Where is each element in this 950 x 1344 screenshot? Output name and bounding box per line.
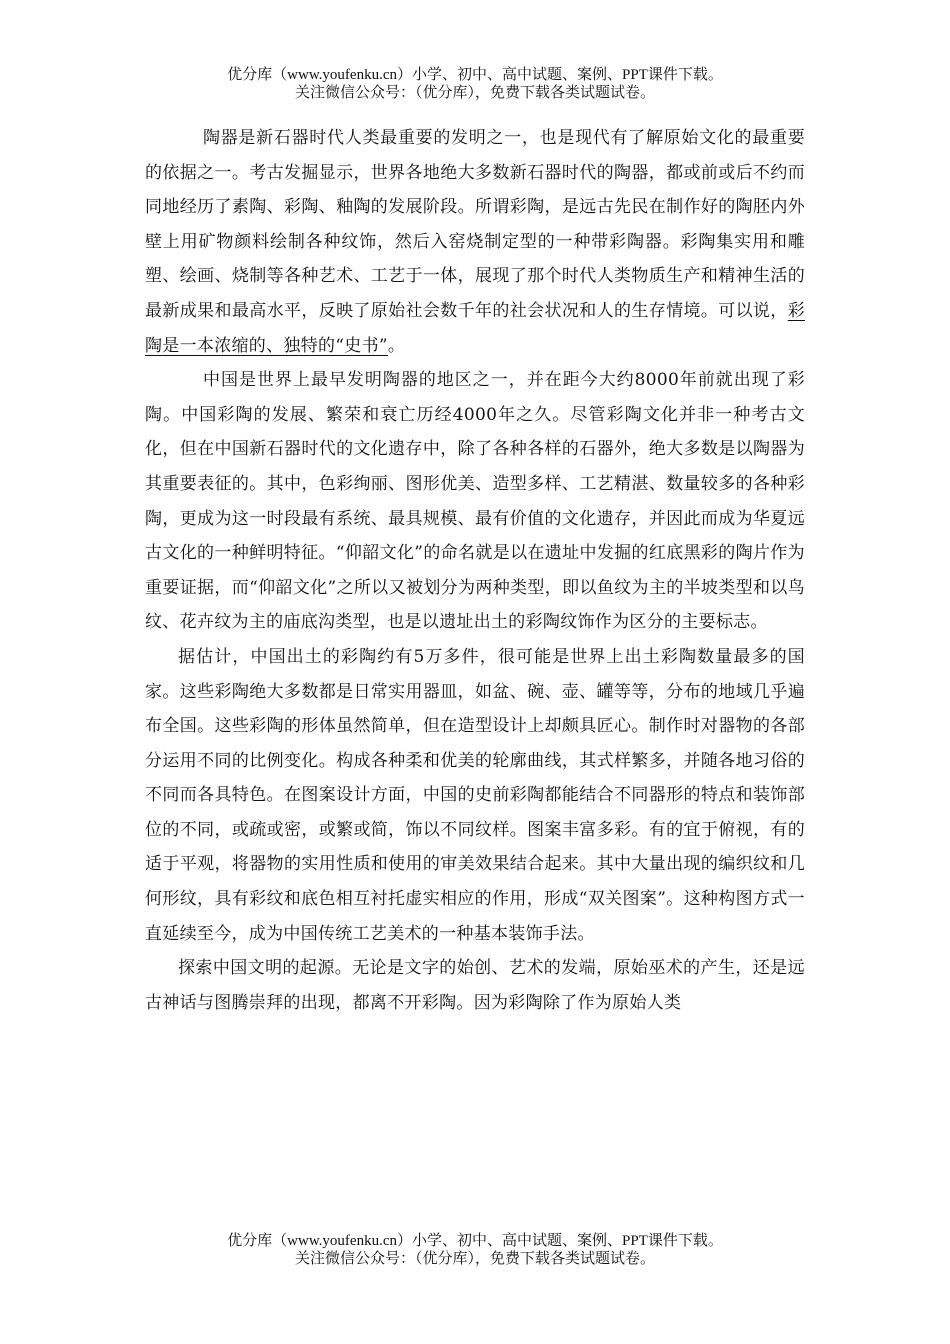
paragraph-3: 据估计，中国出土的彩陶约有5万多件，很可能是世界上出土彩陶数量最多的国家。这些彩陶绝大多数都是日常实用器皿，如盆、碗、壶、罐等等，分布的地域几乎遍布全国。这些彩陶的形体虽然简单，但在造型设计上却颇具匠心。制作时对器物的各部分运用不同的比例变化。构成各种柔和优美的轮廓曲线，其式样繁多，并随各地习俗的不同而各具特色。在图案设计方面，中国的史前彩陶都能结合不同器形的特点和装饰部位的不同，或疏或密，或繁或简，饰以不同纹样。图案丰富多彩。有的宜于俯视，有的适于平观，将器物的实用性质和使用的审美效果结合起来。其中大量出现的编织纹和几何形纹，具有彩纹和底色相互衬托虚实相应的作用，形成“双关图案”。这种构图方式一直延续至今，成为中国传统工艺美术的一种基本装饰手法。: [145, 646, 805, 944]
footer-line-2: 关注微信公众号：（优分库），免费下载各类试题试卷。: [294, 1251, 655, 1267]
paragraph-2: 中国是世界上最早发明陶器的地区之一，并在距今大约8000年前就出现了彩陶。中国彩陶的发展、繁荣和衰亡历经4000年之久。尽管彩陶文化并非一种考古文化，但在中国新石器时代的文化遗存中，除了各种各样的石器外，绝大多数是以陶器为其重要表征的。其中，色彩绚丽、图形优美、造型多样、工艺精湛、数量较多的各种彩陶，更成为这一时段最有系统、最具规模、最有价值的文化遗存，并因此而成为华夏远古文化的一种鲜明特征。“仰韶文化”的命名就是以在遗址中发掘的红底黑彩的陶片作为重要证据，而“仰韶文化”之所以又被划分为两种类型，即以鱼纹为主的半坡类型和以鸟纹、花卉纹为主的庙底沟类型，也是以遗址出土的彩陶纹饰作为区分的主要标志。: [145, 370, 805, 633]
article-body: [145, 121, 805, 1020]
paragraph-1-end: 。: [387, 335, 406, 356]
paragraph-4: 探索中国文明的起源。无论是文字的始创、艺术的发端，原始巫术的产生，还是远古神话与图腾崇拜的出现，都离不开彩陶。因为彩陶除了作为原始人类: [145, 958, 805, 1013]
page-footer: [0, 1232, 950, 1268]
page-header: [0, 66, 950, 102]
paragraph-1: [145, 121, 805, 363]
underlined-phrase: 彩陶是一本浓缩的、独特的“史书”: [145, 300, 805, 356]
paragraph-1-text: 陶器是新石器时代人类最重要的发明之一，也是现代有了解原始文化的最重要的依据之一。考古发掘显示，世界各地绝大多数新石器时代的陶器，都或前或后不约而同地经历了素陶、彩陶、釉陶的发展阶段。所谓彩陶，是远古先民在制作好的陶胚内外壁上用矿物颜料绘制各种纹饰，然后入窑烧制定型的一种带彩陶器。彩陶集实用和雕塑、绘画、烧制等各种艺术、工艺于一体，展现了那个时代人类物质生产和精神生活的最新成果和最高水平，反映了原始社会数千年的社会状况和人的生存情境。可以说，: [145, 128, 805, 321]
header-line-2: 关注微信公众号：（优分库），免费下载各类试题试卷。: [294, 85, 655, 101]
footer-line-1: 优分库（www.youfenku.cn）小学、初中、高中试题、案例、PPT课件下载。: [227, 1233, 723, 1249]
header-line-1: 优分库（www.youfenku.cn）小学、初中、高中试题、案例、PPT课件下载。: [227, 67, 723, 83]
